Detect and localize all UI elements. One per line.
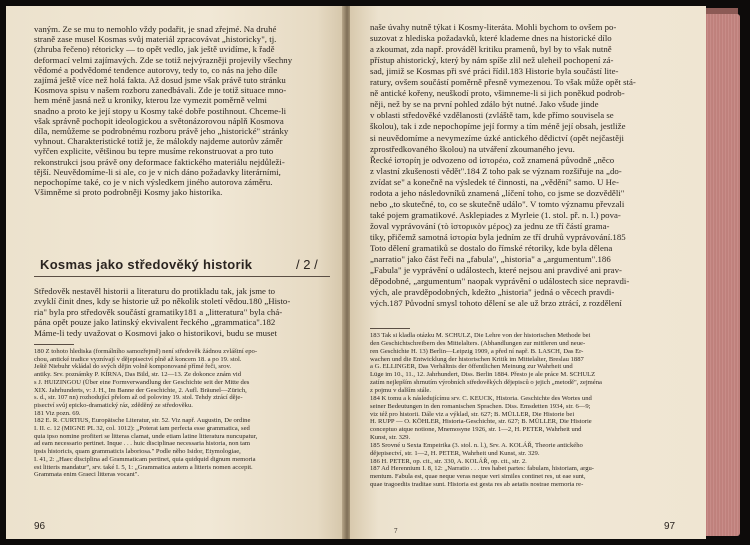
footnote-line: pisectví svůj epicko-dramatický ráz, zděděný ze středověku. — [34, 401, 193, 409]
footnote-line: a G. ELLINGER, Das Verhältnis der öffentlichen Meinung zur Wahrheit und — [370, 363, 573, 371]
text-line: „Fabula" je vyprávění o událostech, které nejsou ani pravdivé ani prav- — [370, 265, 622, 276]
footnote-line: zatím nejlepším shrnutím výrobních středověkých dějepisců o jejich „metodě", zejména — [370, 379, 602, 387]
text-line: „narratio" jako část řeči na „fabula", „historia" a „argumentum".186 — [370, 254, 611, 265]
footnote-line: mentum. Fabula est, quae neque veras neque veri similes continet res, ut eae sunt, — [370, 473, 586, 481]
footnote-line: Grammata enim Graeci litteras vocant". — [34, 471, 140, 479]
text-line: Řecké ἱστορίη je odvozeno od ἱστορέω, což znamená původně „něco — [370, 154, 615, 165]
footnote-line: ad eam necessario pertinet. Inque . . . huic disciplinae necessaria historia, non tam — [34, 440, 251, 448]
footnote-line: quia ipso nomine profiteri se litteras clamat, unde etiam latine litteratura nuncupatur, — [34, 432, 258, 440]
footnote-line: I. 41, 2: „Haec disciplina ad Grammaticam pertinet, quia quidquid dignum memoria — [34, 455, 256, 463]
text-line: sad, jimiž se Kosmas při své práci řídil.183 Historie byla součástí lite- — [370, 66, 619, 77]
signature-mark: 7 — [394, 527, 398, 535]
text-line: však správně pochopit ideologickou a světonázorovou náplň Kosmova — [34, 115, 284, 126]
footnote-line: H. RUPP — O. KÖHLER, Historia-Geschichte, str. 627; B. MÜLLER, Die Historie — [370, 418, 592, 426]
text-line: něji, než by se na první pohled zdálo být nutné. Jako všude jinde — [370, 99, 599, 110]
footnote-line: antiky. Srv. poznámky P. KÍRNA, Das Bild, str. 12—13. Ze dokonce znám vid — [34, 371, 242, 379]
footnote-line: est litteris mandatur", srv. také I. 5, 1: „Grammatica autem a litteris nomen accepit. — [34, 463, 253, 471]
footnote-line: 182 E. R. CURTIUS, Europäische Literatur, str. 52. Viz např. Augustin, De ordine — [34, 417, 251, 425]
footnote-line: ipsis historicis, quam grammaticis laboriosa." Podle něho Isidor, Etymologiae, — [34, 448, 241, 456]
page-edges — [706, 14, 740, 536]
text-line: Středověk nestavěl historii a literaturu do protikladu tak, jak jsme to — [34, 286, 276, 296]
text-line: vědomé a podvědomé tendence autorovy, tedy to, co nás na jeho díle — [34, 64, 278, 75]
text-line: deformací velmi zajímavých. Zde se totiž nejvýrazněji projevily všechny — [34, 54, 293, 65]
footnote-line: Lüge im 10., 11., 12. Jahrhundert, Diss. Berlin 1884. Přesto je ale práce M. SCHULZ — [370, 371, 596, 379]
text-line: v oblasti středověké vzdělanosti (zvláště tam, kde přímo souvisela se — [370, 110, 614, 121]
text-line: vyřčen explicite, většinou bu tepre musíme rekonstruovat a pro tuto — [34, 146, 274, 157]
text-line: zvídat se" a konečně na výsledek té činnosti, na „vědění" samo. U He- — [370, 176, 619, 187]
text-line: hem méně jasná než u kroniky, kterou lze vymezit poměrně velmi — [34, 95, 267, 106]
footnote-line: chou, antické tradice vyznívají v dějepisectví plně až koncem 18. a po 19. stol. — [34, 355, 242, 363]
footnote-line: Kunst, str. 329. — [370, 434, 411, 442]
footnote-line: viz též pro historii. Dále viz a výklad, str. 627; B. MÜLLER, Die Historie bei — [370, 410, 575, 418]
text-line: zprostředkovaného školou) na utváření zkoumaného jevu. — [370, 143, 575, 154]
text-line: tější. Neuvědomíme-li si ale, co je v nich dáno požadavky literárními, — [34, 166, 281, 177]
page-number-right: 97 — [664, 521, 676, 532]
text-line: zvyklí činit dnes, kdy se historie už po několik století vědou.180 „Histo- — [34, 296, 291, 307]
footnote-line: s. d., str. 107 nn) rozhodující přelom až od poloviny 19. stol. Tehdy ztrácí děje- — [34, 394, 243, 402]
text-line: ratury, ovšem součástí poměrně přesně vymezenou. To však může opět stá- — [370, 77, 636, 88]
footnote-line: seiner Bedeutungen in den romanischen Sprachen. Diss. Emsdetten 1934, str. 6—9; — [370, 402, 591, 410]
text-line: žoval vyprávování (τὸ ἱστορικὸν μέρος) za jednu ze tří částí grama- — [370, 220, 610, 231]
text-line: Kosmova spisu v našem rozboru zanedbávali. Zde je totiž situace mno- — [34, 85, 287, 96]
text-line: přístup ahistorický, který by nám spíše zlil než uleheil pochopení zá- — [370, 55, 614, 66]
text-line: snadno a proto ke její stopy u Kosmy také dobře postihnout. Chceme-li — [34, 105, 287, 116]
text-line: vyhnout. Charakteristické totiž je, že málokdy najdeme autorův záměr — [34, 136, 283, 147]
footnote-line: 185 Srovné u Sexta Empeirika (3. stol. n. l.), Srv. A. KOLÁŘ, Theorie antického — [370, 441, 583, 449]
footnote-line: 184 K tomu a k následujícímu srv. C. KEUCK, Historia. Geschichte des Wortes und — [370, 394, 592, 402]
text-line: pána opět pouze jako latinský ekvivalent řeckého „grammatica".182 — [34, 317, 276, 328]
text-line: Máme-li tedy uvažovat o Kosmovi jako o historikovi, budu se muset — [34, 327, 277, 338]
text-line: straně zase musel Kosmas svůj materiál zpracovávat „historicky", tj. — [34, 34, 277, 45]
text-line: rekonstrukci jsou právě ony deformace faktického materiálu nejdůleži- — [34, 156, 285, 167]
text-line: a zkoumat, zda např. prováděl kritiku pramenů, byl by to však nutně — [370, 44, 612, 55]
page-number-left: 96 — [34, 521, 46, 532]
text-line: děpodobné, „argumentum" naopak vyprávění o událostech sice nepravdi- — [370, 276, 630, 287]
text-line: zajímá ještě více než holá fakta. Až dosud jsme však právě tuto stránku — [34, 75, 286, 85]
text-line: školou), tak i zde nepochopíme její formy a tím méně její obsah, jestliže — [370, 121, 626, 132]
text-line: z vlastní zkušenosti vědět".184 Z toho pak se význam rozšiřuje na „do- — [370, 165, 622, 176]
text-line: Toto dělení gramatiků se dostalo do římské rétoriky, kde byla dělena — [370, 243, 613, 253]
footnote-line: ren Geschichte H. 13) Berlin—Leipzig 1909, a před ní např. B. LASCH, Das Er- — [370, 347, 584, 355]
text-line: díla, nemůžeme se podrobnému rozboru právě jeho „historické" stránky — [34, 126, 289, 136]
text-line: vých.187 Původní smysl tohoto dělení se ale už brzo ztrácí, z rozdělení — [370, 298, 622, 309]
footnote-line: 181 Viz pozn. 69. — [34, 409, 81, 417]
heading-rule — [34, 276, 330, 277]
footnote-rule — [34, 344, 74, 345]
text-line: Všimněme si proto podrobněji Kosmy jako historika. — [34, 187, 223, 198]
text-line: tiky, přičemž samotná ἱστορία byla jedním ze tří druhů vyprávování.185 — [370, 231, 626, 242]
footnote-rule-right — [370, 328, 410, 329]
footnote-line: Ještě Niebuhr vkládal do svých dějin volně komponované přímé řeči, srov. — [34, 363, 231, 371]
footnote-line: 180 Z tohoto hlediska (formálního samozřejmě) není středověk žádnou zvláštní epo- — [34, 348, 258, 355]
text-line: také pojem gramatikové. Asklepiades z Myrleie (1. stol. př. n. l.) pova- — [370, 209, 621, 220]
text-line: ria" byla pro středověk součástí gramatiky181 a „litteratura" byla chá- — [34, 306, 283, 317]
chapter-number: / 2 / — [296, 257, 318, 272]
text-line: nebo „to skutečné, to, co se skutečně událo". V tomto významu převzali — [370, 198, 625, 209]
text-line: ně antické kořeny, neuškodí proto, všimneme-li si jich poněkud podrob- — [370, 88, 625, 99]
footnote-line: I. II. c. 12 (MIGNE PL 32, col. 1012): „Poterat iam perfecta esse grammatica, sed — [34, 425, 250, 432]
footnote-line: XIX. Jahrhunderts, v: J. H., Im Banne der Geschichte, 2. Aufl. Bräunel—Zürich, — [34, 386, 247, 394]
footnote-line: den Geschichtschreibern des Mittelalters. (Abhandlungen zur mittleren und neue- — [370, 339, 586, 347]
text-line: si neuvědomíme a nevymezíme úzké antického dědictví (opět nejčastěji — [370, 132, 624, 143]
section-title: Kosmas jako středověký historik — [40, 257, 253, 272]
footnote-line: dějepisectví, str. 1—2, H. PETER, Wahrheit und Kunst, str. 329. — [370, 449, 540, 457]
footnote-line: 183 Tak si kladla otázku M. SCHULZ, Die Lehre von der historischen Methode bei — [370, 332, 591, 339]
footnote-line: conceptuo atque notione, Mnemosyne 1926, str. 1—2, H. PETER, Wahrheit und — [370, 426, 582, 434]
text-line: naše úvahy nutně týkat i Kosmy-literáta. Mohli bychom to ovšem po- — [370, 22, 617, 32]
text-line: (zhruba řečeno) rétoricky — to opět vedlo, jak ještě uvidíme, k řadě — [34, 44, 275, 55]
text-line: vých, ale pravděpodobných, kdežto „historia" jedná o věcech pravdi- — [370, 287, 615, 298]
footnote-line: 186 H. PETER, op. cit., str. 330, A. KOLÁŘ, op. cit., str. 2. — [370, 457, 527, 465]
left-page — [6, 6, 344, 539]
footnote-line: quae tragoediis traditae sunt. Historia est gesta res ab aetatis nostrae memoria re- — [370, 481, 584, 489]
text-line: suzovat z hlediska požadavků, které klademe dnes na historické dílo — [370, 33, 612, 44]
footnote-line: s J. HUIZINGOU (Über eine Formverwandlung der Geschichte seit der Mitte des — [34, 378, 250, 386]
text-line: vaným. Ze se mu to nemohlo vždy podařit, je snad zřejmé. Na druhé — [34, 24, 277, 34]
text-line: rodota a jeho následovníků znamená „líčení toho, co jsme se dozvěděli" — [370, 187, 625, 198]
right-page — [350, 6, 706, 539]
footnote-line: wachen und die Entwicklung der historischen Kritik im Mittelalter, Breslau 1887 — [370, 355, 584, 363]
footnote-line: 187 Ad Herennium I. 8, 12: „Narratio . . . tres habet partes: fabulam, historiam, argu- — [370, 465, 595, 473]
footnote-line: z pojmu v dalším stále. — [370, 386, 431, 394]
text-line: nepochopíme také, co je v nich výsledkem jiného autorova záměru. — [34, 177, 273, 187]
